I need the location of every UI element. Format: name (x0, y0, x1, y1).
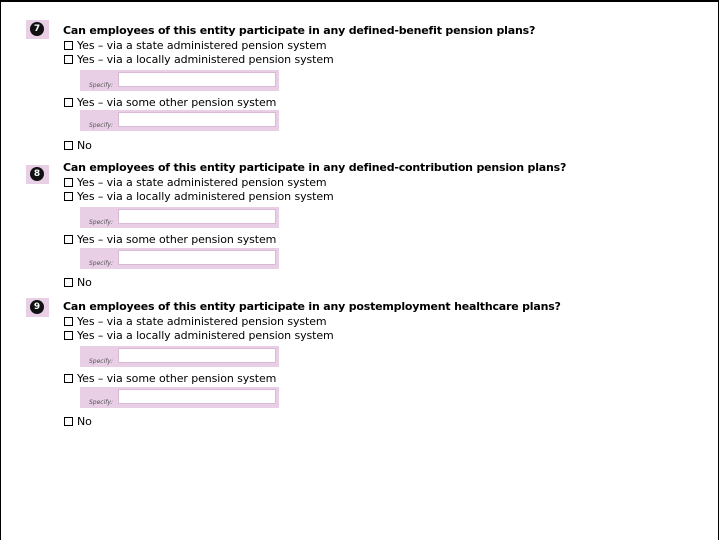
question-text: Can employees of this entity participate in any defined-benefit pension plans? (63, 24, 536, 37)
option-local[interactable] (64, 53, 334, 66)
specify-label: Specify: (89, 399, 113, 406)
specify-label: Specify: (89, 260, 113, 267)
question-number: 7 (30, 22, 44, 36)
checkbox[interactable] (64, 41, 73, 50)
specify-input[interactable] (118, 72, 276, 87)
option-label: Yes – via a locally administered pension system (77, 329, 334, 342)
option-label: Yes – via a locally administered pension system (77, 190, 334, 203)
option-label: Yes – via a state administered pension system (77, 39, 327, 52)
specify-label: Specify: (89, 122, 113, 129)
option-label: No (77, 415, 92, 428)
specify-input[interactable] (118, 209, 276, 224)
checkbox[interactable] (64, 331, 73, 340)
option-label: Yes – via some other pension system (77, 96, 277, 109)
checkbox[interactable] (64, 192, 73, 201)
option-label: Yes – via a locally administered pension system (77, 53, 334, 66)
question-number-box (26, 20, 49, 39)
option-label: Yes – via some other pension system (77, 233, 277, 246)
specify-field-other (80, 110, 279, 131)
option-label: Yes – via some other pension system (77, 372, 277, 385)
specify-field-local (80, 346, 279, 367)
option-other[interactable] (64, 233, 276, 246)
specify-field-local (80, 207, 279, 228)
specify-field-other (80, 387, 279, 408)
checkbox[interactable] (64, 317, 73, 326)
specify-label: Specify: (89, 358, 113, 365)
checkbox[interactable] (64, 98, 73, 107)
option-no[interactable] (64, 139, 92, 152)
option-no[interactable] (64, 276, 92, 289)
option-label: No (77, 276, 92, 289)
option-label: Yes – via a state administered pension system (77, 315, 327, 328)
option-label: No (77, 139, 92, 152)
checkbox[interactable] (64, 178, 73, 187)
checkbox[interactable] (64, 374, 73, 383)
checkbox[interactable] (64, 55, 73, 64)
question-number: 9 (30, 300, 44, 314)
option-local[interactable] (64, 190, 334, 203)
question-number-box (26, 298, 49, 317)
option-label: Yes – via a state administered pension system (77, 176, 327, 189)
option-local[interactable] (64, 329, 334, 342)
specify-input[interactable] (118, 112, 276, 127)
specify-label: Specify: (89, 82, 113, 89)
checkbox[interactable] (64, 417, 73, 426)
specify-input[interactable] (118, 250, 276, 265)
specify-field-other (80, 248, 279, 269)
option-state[interactable] (64, 176, 327, 189)
option-state[interactable] (64, 315, 327, 328)
option-other[interactable] (64, 96, 276, 109)
checkbox[interactable] (64, 235, 73, 244)
option-state[interactable] (64, 39, 327, 52)
question-text: Can employees of this entity participate in any defined-contribution pension plans? (63, 161, 567, 174)
question-text: Can employees of this entity participate in any postemployment healthcare plans? (63, 300, 561, 313)
option-other[interactable] (64, 372, 276, 385)
option-no[interactable] (64, 415, 92, 428)
checkbox[interactable] (64, 141, 73, 150)
specify-field-local (80, 70, 279, 91)
specify-input[interactable] (118, 348, 276, 363)
question-number-box (26, 165, 49, 184)
checkbox[interactable] (64, 278, 73, 287)
specify-input[interactable] (118, 389, 276, 404)
question-number: 8 (30, 167, 44, 181)
specify-label: Specify: (89, 219, 113, 226)
